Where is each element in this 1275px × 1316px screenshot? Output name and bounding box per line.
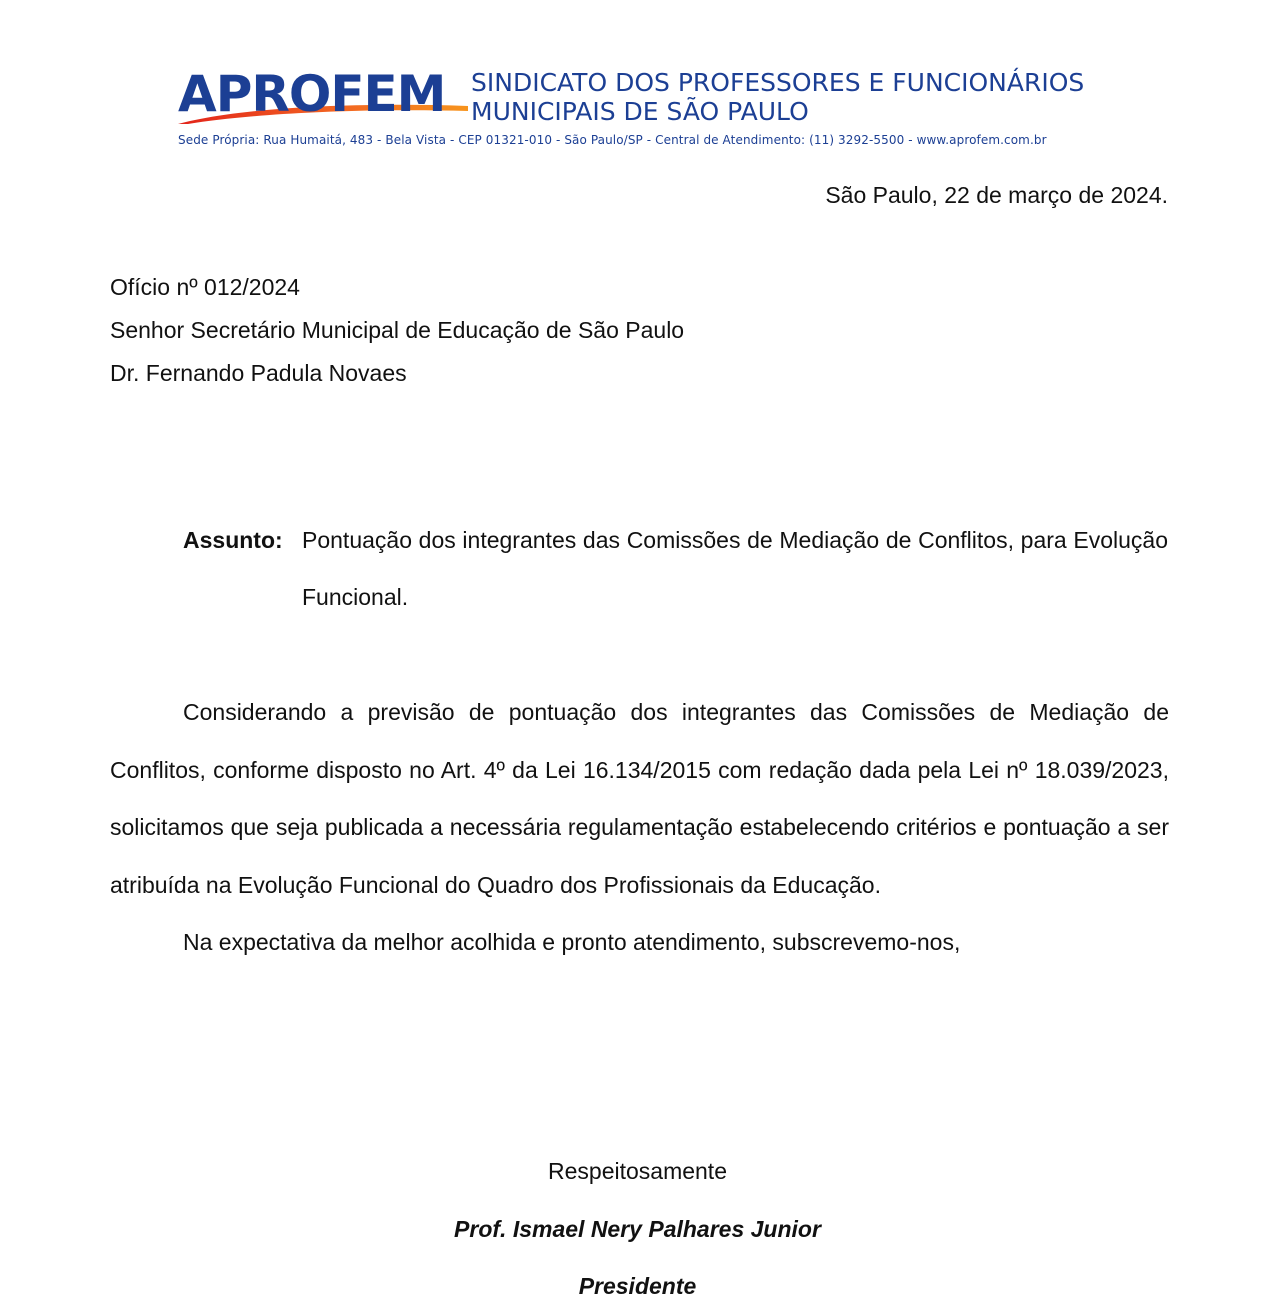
letterhead [178,66,1103,152]
closing-block [0,1143,1275,1316]
subject-label: Assunto: [183,527,283,553]
body-paragraph-1: Considerando a previsão de pontuação dos integrantes das Comissões de Mediação de Conflitos, conforme disposto no Art. 4º da Lei 16.134/2015 com redação dada pela Lei nº 18.039/2023, solicitamos que seja publicada a necessária regulamentação estabelecendo critérios e pontuação a ser atribuída na Evolução Funcional do Quadro dos Profissionais da Educação. [110,699,1169,898]
recipient-title: Senhor Secretário Municipal de Educação de São Paulo [110,317,685,343]
letter-body [110,684,1169,972]
subject-text: Pontuação dos integrantes das Comissões de Mediação de Conflitos, para Evolução Funcional. [302,527,1168,610]
signer-name: Prof. Ismael Nery Palhares Junior [454,1215,821,1242]
organization-name [471,68,1084,126]
recipient-name: Dr. Fernando Padula Novaes [110,360,407,386]
organization-name-line1: SINDICATO DOS PROFESSORES E FUNCIONÁRIOS [471,68,1085,97]
date-line: São Paulo, 22 de março de 2024. [825,182,1168,208]
organization-address: Sede Própria: Rua Humaitá, 483 - Bela Vista - CEP 01321-010 - São Paulo/SP - Central de Atendimento: (11) 3292-5500 - www.aprofem.com.br [178,133,1047,147]
organization-name-line2: MUNICIPAIS DE SÃO PAULO [471,97,809,126]
closing-salutation: Respeitosamente [548,1158,727,1184]
signer-role: Presidente [578,1273,697,1299]
addressee-block [110,266,684,395]
body-paragraph-2: Na expectativa da melhor acolhida e pronto atendimento, subscrevemo-nos, [183,929,961,955]
logo-wordmark: APROFEM [178,65,446,123]
subject-block [183,512,1169,626]
document-reference: Ofício nº 012/2024 [110,274,300,300]
